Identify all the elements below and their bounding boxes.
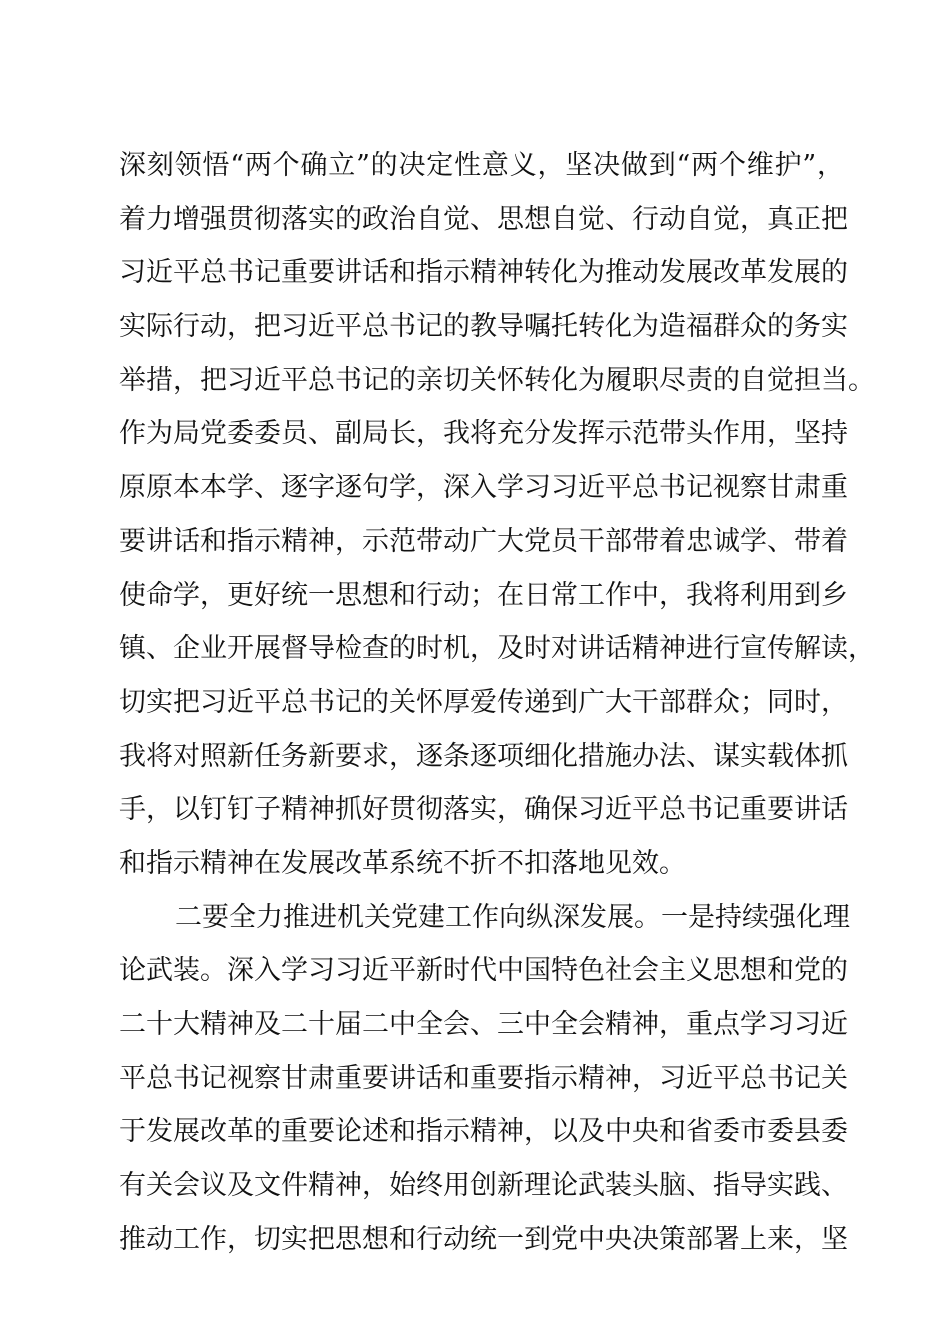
text-line: 镇、企业开展督导检查的时机，及时对讲话精神进行宣传解读， bbox=[119, 633, 875, 665]
text-line: 平总书记视察甘肃重要讲话和重要指示精神，习近平总书记关 bbox=[119, 1062, 848, 1094]
text-line: 着力增强贯彻落实的政治自觉、思想自觉、行动自觉，真正把 bbox=[119, 203, 848, 235]
text-line: 要讲话和指示精神，示范带动广大党员干部带着忠诚学、带着 bbox=[119, 525, 848, 557]
text-line: 原原本本学、逐字逐句学，深入学习习近平总书记视察甘肃重 bbox=[119, 472, 848, 504]
text-line: 手，以钉钉子精神抓好贯彻落实，确保习近平总书记重要讲话 bbox=[119, 794, 848, 826]
text-line: 推动工作，切实把思想和行动统一到党中央决策部署上来，坚 bbox=[119, 1223, 848, 1255]
text-line: 二十大精神及二十届二中全会、三中全会精神，重点学习习近 bbox=[119, 1009, 848, 1040]
paragraph-1 bbox=[119, 139, 875, 891]
text-line: 我将对照新任务新要求，逐条逐项细化措施办法、谋实载体抓 bbox=[119, 740, 848, 772]
text-line: 论武装。深入学习习近平新时代中国特色社会主义思想和党的 bbox=[119, 955, 848, 987]
text-line: 深刻领悟“两个确立”的决定性意义，坚决做到“两个维护”， bbox=[119, 150, 844, 181]
text-line: 习近平总书记重要讲话和指示精神转化为推动发展改革发展的 bbox=[119, 257, 848, 289]
paragraph-2 bbox=[119, 891, 850, 1267]
text-line: 有关会议及文件精神，始终用创新理论武装头脑、指导实践、 bbox=[119, 1170, 848, 1202]
text-line: 切实把习近平总书记的关怀厚爱传递到广大干部群众；同时， bbox=[119, 686, 848, 718]
text-line: 于发展改革的重要论述和指示精神，以及中央和省委市委县委 bbox=[119, 1116, 848, 1148]
text-line: 实际行动，把习近平总书记的教导嘱托转化为造福群众的务实 bbox=[119, 311, 848, 343]
text-line: 二要全力推进机关党建工作向纵深发展。一是持续强化理 bbox=[175, 901, 850, 933]
text-line: 作为局党委委员、副局长，我将充分发挥示范带头作用，坚持 bbox=[119, 418, 848, 450]
text-line: 和指示精神在发展改革系统不折不扣落地见效。 bbox=[119, 847, 686, 879]
text-line: 举措，把习近平总书记的亲切关怀转化为履职尽责的自觉担当。 bbox=[119, 364, 875, 396]
text-line: 使命学，更好统一思想和行动；在日常工作中，我将利用到乡 bbox=[119, 579, 848, 611]
body-text bbox=[119, 139, 875, 1266]
